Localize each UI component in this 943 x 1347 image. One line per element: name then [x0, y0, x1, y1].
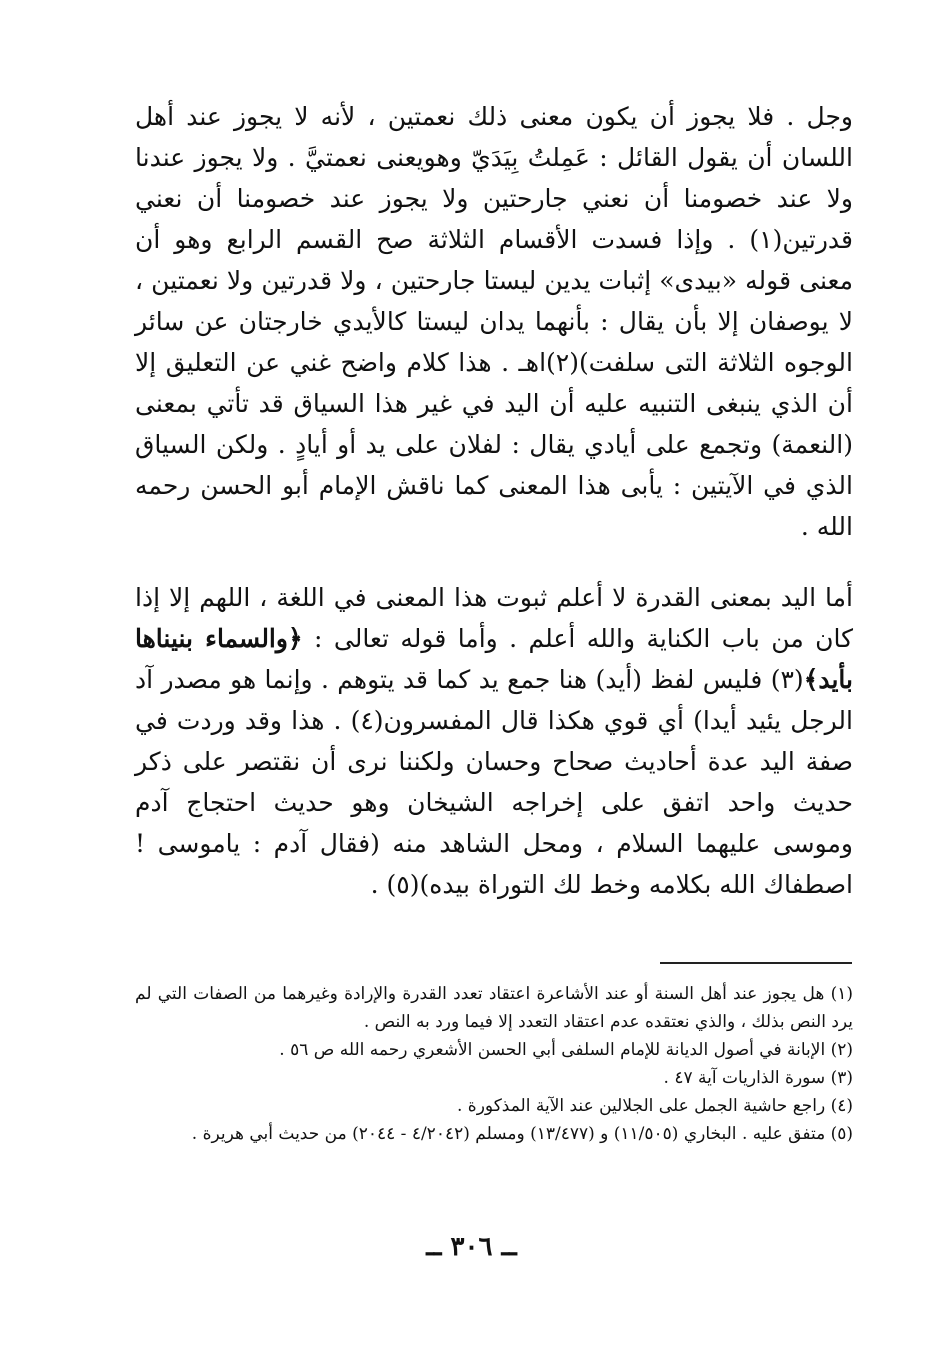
footnote-3: (٣) سورة الذاريات آية ٤٧ . — [663, 1068, 853, 1088]
footnotes-section — [135, 980, 853, 1148]
paragraph-2-intro: أما اليد بمعنى القدرة لا أعلم ثبوت هذا المعنى في اللغة ، اللهم إلا إذا كان من باب الكناية والله أعلم . وأما قوله تعالى : — [135, 583, 854, 653]
page-number: ــ ٣٠٦ ــ — [426, 1232, 517, 1262]
body-paragraph-2 — [135, 577, 853, 905]
footnote-5: (٥) متفق عليه . البخاري (١١/٥٠٥) و (١٣/٤٧٧) ومسلم (٤/٢٠٤٢ - ٢٠٤٤) من حديث أبي هريرة . — [191, 1124, 853, 1144]
footnote-separator-rule — [660, 962, 852, 964]
quran-verse-quote: ﴿والسماء بنيناها بأيد﴾ — [135, 624, 853, 694]
footnote-1: (١) هل يجوز عند أهل السنة أو عند الأشاعرة اعتقاد تعدد القدرة والإرادة وغيرهما من الصفات التي لم يرد النص بذلك ، والذي نعتقده عدم اعتقاد التعدد إلا فيما ورد به النص . — [135, 984, 853, 1032]
footnote-4: (٤) راجع حاشية الجمل على الجلالين عند الآية المذكورة . — [456, 1096, 853, 1116]
body-paragraph-1: وجل . فلا يجوز أن يكون معنى ذلك نعمتين ، لأنه لا يجوز عند أهل اللسان أن يقول القائل : عَمِلتُ بِيَدَيّ وهويعنى نعمتيَّ . ولا يجوز عندنا ولا عند خصومنا أن نعني جارحتين ولا يجوز عند خصومنا أن نعني قدرتين(١) . وإذا فسدت الأقسام الثلاثة صح القسم الرابع وهو أن معنى قوله «بيدى» إثبات يدين ليستا جارحتين ، ولا قدرتين ولا نعمتين ، لا يوصفان إلا بأن يقال : بأنهما يدان ليستا كالأيدي خارجتان عن سائر الوجوه الثلاثة التى سلفت)(٢)اهـ . هذا كلام واضح غني عن التعليق إلا أن الذي ينبغى التنبيه عليه أن اليد في غير هذا السياق قد تأتي بمعنى (النعمة) وتجمع على أيادي يقال : لفلان على يد أو أيادٍ . ولكن السياق الذي في الآيتين : يأبى هذا المعنى كما ناقش الإمام أبو الحسن رحمه الله . — [135, 102, 853, 541]
footnote-2: (٢) الإبانة في أصول الديانة للإمام السلفى أبي الحسن الأشعري رحمه الله ص ٥٦ . — [279, 1040, 853, 1060]
paragraph-2-continuation: (٣) فليس لفظ (أيد) هنا جمع يد كما قد يتوهم . وإنما هو مصدر آد الرجل يئيد أيدا) أي قوي هكذا قال المفسرون(٤) . هذا وقد وردت في صفة اليد عدة أحاديث صحاح وحسان ولكننا نرى أن نقتصر على ذكر حديث واحد اتفق على إخراجه الشيخان وهو حديث احتجاج آدم وموسى عليهما السلام ، ومحل الشاهد منه (فقال آدم : ياموسى ! اصطفاك الله بكلامه وخط لك التوراة بيده)(٥) . — [135, 665, 853, 899]
